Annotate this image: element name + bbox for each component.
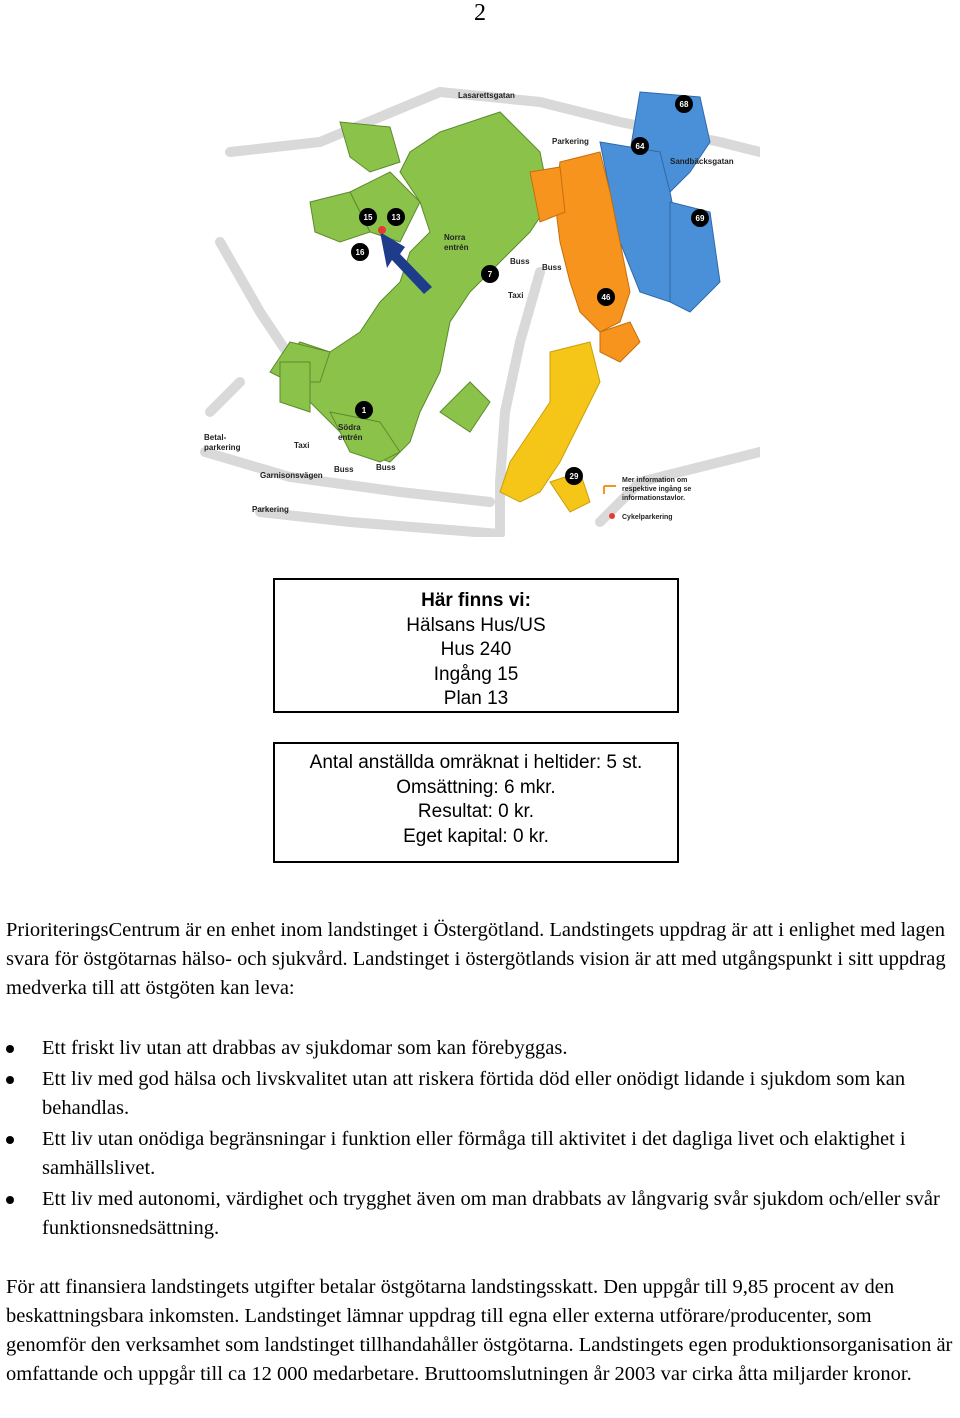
campus-map xyxy=(200,82,760,537)
svg-text:Lasarettsgatan: Lasarettsgatan xyxy=(458,91,515,100)
svg-text:15: 15 xyxy=(363,213,373,222)
svg-text:69: 69 xyxy=(695,214,705,223)
stats-line: Omsättning: 6 mkr. xyxy=(396,776,556,798)
location-line: Plan 13 xyxy=(443,688,509,709)
svg-text:46: 46 xyxy=(601,293,611,302)
list-item: Ett liv med god hälsa och livskvalitet utan att riskera förtida död eller onödigt lidande i sjukdom som kan behandlas. xyxy=(0,1065,960,1123)
svg-text:Buss: Buss xyxy=(542,263,562,272)
page-number: 2 xyxy=(474,0,486,26)
svg-text:Parkering: Parkering xyxy=(252,505,289,514)
intro-paragraph: PrioriteringsCentrum är en enhet inom landstinget i Östergötland. Landstingets uppdrag är att i enlighet med lagen svara för östgötarnas hälso- och sjukvård. Landstinget i östergötlands vision är att med utgångspunkt i sitt uppdrag medverka till att östgöten kan leva: xyxy=(6,919,946,999)
svg-text:Södra: Södra xyxy=(338,423,361,432)
svg-text:respektive ingång se: respektive ingång se xyxy=(622,486,692,493)
list-item: Ett liv utan onödiga begränsningar i funktion eller förmåga till aktivitet i det dagliga livet och elaktighet i samhällslivet. xyxy=(0,1125,960,1183)
location-heading: Här finns vi: xyxy=(421,590,531,611)
svg-text:Taxi: Taxi xyxy=(294,441,310,450)
svg-text:68: 68 xyxy=(679,100,689,109)
svg-text:Betal-: Betal- xyxy=(204,433,227,442)
svg-text:Sandbäcksgatan: Sandbäcksgatan xyxy=(670,157,734,166)
svg-text:Buss: Buss xyxy=(510,257,530,266)
svg-text:Garnisonsvägen: Garnisonsvägen xyxy=(260,471,323,480)
svg-text:informationstavlor.: informationstavlor. xyxy=(622,495,686,502)
svg-text:entrén: entrén xyxy=(444,243,469,252)
location-line: Hus 240 xyxy=(440,639,512,660)
svg-text:Mer information om: Mer information om xyxy=(622,477,688,484)
svg-text:Buss: Buss xyxy=(376,463,396,472)
svg-text:1: 1 xyxy=(361,406,367,415)
svg-text:16: 16 xyxy=(355,248,365,257)
svg-text:13: 13 xyxy=(391,213,401,222)
svg-text:Taxi: Taxi xyxy=(508,291,524,300)
stats-line: Resultat: 0 kr. xyxy=(417,801,535,822)
bullet-icon xyxy=(6,1045,14,1053)
bullet-icon xyxy=(6,1136,14,1144)
svg-text:parkering: parkering xyxy=(204,443,241,452)
bullet-icon xyxy=(6,1196,14,1204)
location-marker xyxy=(378,226,386,234)
stats-line: Eget kapital: 0 kr. xyxy=(403,825,549,847)
financing-paragraph: För att finansiera landstingets utgifter betalar östgötarna landstingsskatt. Den uppgår till 9,85 procent av den beskattningsbara inkomsten. Landstinget lämnar uppdrag till egna eller externa utförare/producenter, som genomför den verksamhet som landstinget tillhandahåller östgötarna. Landstingets egen produktionsorganisation är omfattande och uppgår till ca 12 000 medarbetare. Bruttoomslutningen år 2003 var cirka åtta miljarder kronor. xyxy=(6,1276,953,1385)
svg-text:entrén: entrén xyxy=(338,433,363,442)
svg-text:Cykelparkering: Cykelparkering xyxy=(622,514,673,521)
stats-box xyxy=(273,742,679,863)
svg-text:Norra: Norra xyxy=(444,233,466,242)
svg-text:7: 7 xyxy=(487,270,493,279)
location-line: Hälsans Hus/US xyxy=(406,614,546,636)
stats-line: Antal anställda omräknat i heltider: 5 st. xyxy=(309,752,643,773)
list-item: Ett friskt liv utan att drabbas av sjukdomar som kan förebyggas. xyxy=(0,1034,960,1063)
svg-text:Parkering: Parkering xyxy=(552,137,589,146)
location-line: Ingång 15 xyxy=(433,663,519,685)
svg-text:64: 64 xyxy=(635,142,645,151)
bullet-icon xyxy=(6,1076,14,1084)
svg-text:Buss: Buss xyxy=(334,465,354,474)
svg-text:29: 29 xyxy=(569,472,579,481)
location-box xyxy=(273,578,679,713)
list-item: Ett liv med autonomi, värdighet och trygghet även om man drabbats av långvarig svår sjukdom och/eller svår funktionsnedsättning. xyxy=(0,1185,960,1243)
vision-list xyxy=(0,1034,960,1245)
